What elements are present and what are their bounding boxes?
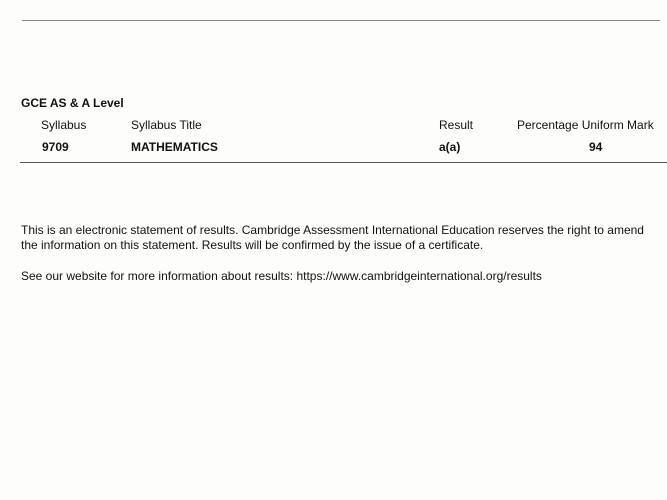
syllabus-code: 9709 (42, 140, 69, 154)
syllabus-title-header: Syllabus Title (131, 118, 202, 132)
statement-notice: This is an electronic statement of results. Cambridge Assessment International Education reserves the right to amend the information on this statement. Results will be confirmed by the issue of a certificate. (21, 223, 644, 252)
syllabus-header: Syllabus (41, 118, 87, 132)
table-divider (20, 162, 667, 163)
website-notice: See our website for more information about results: https://www.cambridgeinternational.org/results (21, 269, 542, 283)
syllabus-title: MATHEMATICS (131, 140, 218, 154)
qualification-heading: GCE AS & A Level (21, 96, 124, 110)
result-grade: a(a) (439, 140, 461, 154)
top-divider (22, 20, 660, 21)
result-header: Result (439, 118, 474, 132)
percentage-uniform-mark: 94 (589, 140, 603, 154)
percentage-uniform-mark-header: Percentage Uniform Mark (517, 118, 654, 132)
